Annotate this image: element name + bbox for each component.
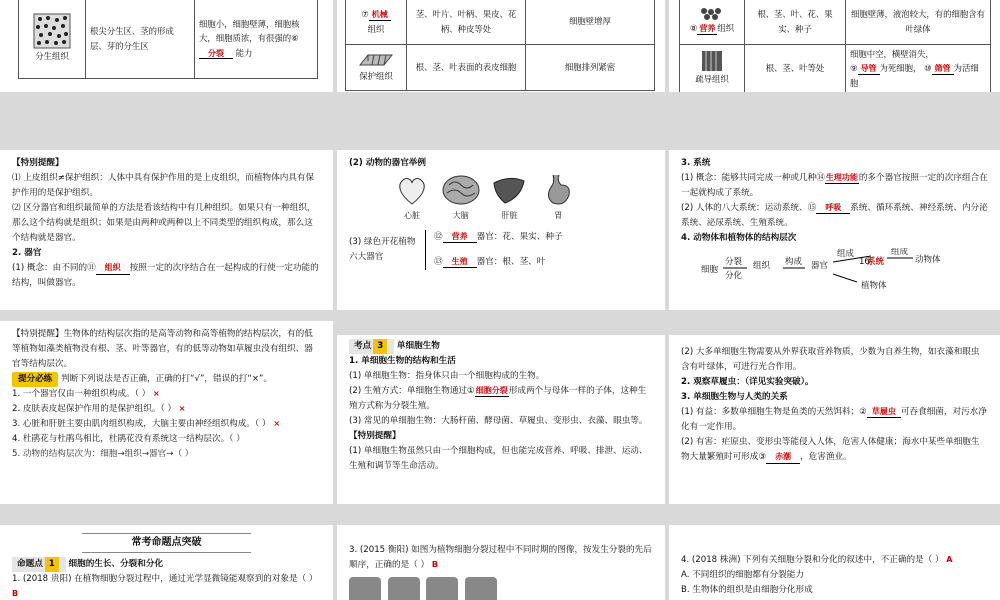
cell-image <box>349 577 381 600</box>
brain-icon <box>441 173 481 207</box>
meristem-cells-icon <box>33 13 71 49</box>
slide-6: 3. 系统 (1) 概念：能够共同完成一种或几种⑭生理功能的多个器官按照一定的次序组合在一起就构成了系统。 (2) 人体的八大系统：运动系统、⑮ 呼吸 系统、循环系统、神经系统、内分泌系统、泌尿系统、生殖系统。 4. 动物体和植物体的结构层次 细胞 分裂 分化 组织 构成 器官 组成 16 系统 组成 动物体 植物体 <box>669 150 1000 310</box>
flow-cell: 细胞 <box>701 265 719 276</box>
svg-text:分化: 分化 <box>725 271 743 282</box>
cell-image <box>426 577 458 600</box>
cell-division-images <box>349 577 653 600</box>
section-heading: 3. 系统 <box>681 158 711 168</box>
row1-feature: 细胞壁增厚 <box>526 0 655 45</box>
tissue-feature-tail: 能力 <box>235 47 253 58</box>
tissue-table-2: ⑦ 机械 组织 茎、叶片、叶柄、果皮、花柄、种皮等处 细胞壁增厚 保护组织 根、茎、叶表面的表皮细胞 细胞排列紧密 <box>345 0 655 91</box>
slide-7: 【特别提醒】生物体的结构层次指的是高等动物和高等植物的结构层次，有的低等植物如藻类植物没有根、茎、叶等器官，有的低等动物如草履虫没有组织、器官等结构层次。 提分必练 判断下列说法是否正确，正确的打“√”，错误的打“×”。 1. 一个器官仅由一种组织构成。（ ） × 2. 皮肤表皮起保护作用的是保护组织。（ ） × 3. 心脏和肝脏主要由肌肉组织构成，大脑主要由神经组织构成。（ ） × 4. 杜鹃花与杜鹃鸟相比，杜鹃花没有系统这一结构层次。（ ） 5. 动物的结构层次为：细胞→组织→器官→（ ） <box>0 321 333 504</box>
answer-14: 生理功能 <box>825 173 858 183</box>
answer-10: 筛管 <box>934 64 951 74</box>
slide-11: 3. (2015 衡阳) 如图为植物细胞分裂过程中不同时期的图像，按发生分裂的先后顺序，正确的是（ ） B <box>337 525 665 600</box>
tissue-name: 分生组织 <box>35 51 69 62</box>
row2-name: 保护组织 <box>359 71 393 82</box>
row1-location: 根、茎、叶、花、果实、种子 <box>745 0 846 45</box>
tissue-table-3: ⑧ 营养 组织 根、茎、叶、花、果实、种子 细胞壁薄，液泡较大，有的细胞含有叶绿体 疏导组织 根、茎、叶等处 细胞中空，横壁消失， ⑨ 导管 为死细胞， ⑩ 筛管 为活细胞 <box>679 0 991 92</box>
slide-8: 考点 3 单细胞生物 1. 单细胞生物的结构和生活 (1) 单细胞生物：指身体只由一个细胞构成的生物。 (2) 生殖方式：单细胞生物通过①细胞分裂形成两个与母体一样的子体，这种生殖方式称为分裂生殖。 (3) 常见的单细胞生物：大肠杆菌、酵母菌、草履虫、变形虫、衣藻、眼虫等。 【特别提醒】 (1) 单细胞生物虽然只由一个细胞构成，但也能完成营养、呼吸、排泄、运动、生殖和调节等生命活动。 <box>337 335 665 504</box>
slide-12: 4. (2018 株洲) 下列有关细胞分裂和分化的叙述中，不正确的是（ ） A A. 不同组织的细胞都有分裂能力 B. 生物体的组织是由细胞分化形成 <box>669 525 1000 600</box>
protective-tissue-icon <box>358 51 394 69</box>
section-heading-4: 4. 动物体和植物体的结构层次 <box>681 233 797 244</box>
list-item: 4. 杜鹃花与杜鹃鸟相比，杜鹃花没有系统这一结构层次。（ ） <box>12 434 245 445</box>
svg-text:组成: 组成 <box>837 249 855 260</box>
answer-11: 组织 <box>104 263 121 273</box>
slide-4: 【特别提醒】 ⑴ 上皮组织≠保护组织：人体中具有保护作用的是上皮组织，而植物体内具有保护作用的是保护组织。 ⑵ 区分器官和组织最简单的方法是看该结构中有几种组织。如果只有一种组织，那么这个结构就是组织；如果是由两种或两种以上不同类型的组织构成，那么这个结构就是器官。 2. 器官 (1) 概念：由不同的⑪ 组织 按照一定的次序结合在一起构成的行使一定功能的结构，叫做器官。 <box>0 150 333 310</box>
list-item: 1. 一个器官仅由一种组织构成。（ ） × <box>12 389 160 400</box>
row2-location: 根、茎、叶表面的表皮细胞 <box>407 45 526 91</box>
plant-organs: (3) 绿色开花植物六大器官 ⑫ 营养 器官：花、果实、种子 ⑬ 生殖 器官：根、茎、叶 <box>349 230 653 270</box>
tissue-table-1 <box>18 0 318 79</box>
flow-animal: 动物体 <box>915 255 941 266</box>
section-heading: 2. 器官 <box>12 248 42 259</box>
organ-examples: 心脏 大脑 肝脏 胃 <box>389 173 653 224</box>
svg-text:分裂: 分裂 <box>725 257 743 268</box>
flow-plant: 植物体 <box>861 281 887 292</box>
answer-8: 营养 <box>699 24 716 34</box>
tip-text: 【特别提醒】生物体的结构层次指的是高等动物和高等植物的结构层次，有的低等植物如藻类植物没有根、茎、叶等器官，有的低等动物如草履虫没有组织、器官等结构层次。 <box>12 329 313 370</box>
structure-hierarchy-diagram <box>681 248 981 292</box>
svg-text:16: 16 <box>859 257 870 268</box>
topic-badge: 命题点 1 <box>12 557 66 572</box>
answer-7: 机械 <box>371 10 388 20</box>
slide-10: 常考命题点突破 命题点 1 细胞的生长、分裂和分化 1. (2018 贵阳) 在植物细胞分裂过程中，通过光学显微镜能观察到的对象是（ ） B <box>0 525 333 600</box>
stomach-icon <box>543 173 573 207</box>
topic-badge: 考点 3 <box>349 339 394 354</box>
section-heading: (2) 动物的器官举例 <box>349 158 426 168</box>
nutrient-tissue-icon <box>700 7 724 21</box>
flow-tissue: 组织 <box>753 261 771 272</box>
answer-9: 导管 <box>860 64 877 74</box>
tip-p2: ⑵ 区分器官和组织最简单的方法是看该结构中有几种组织。如果只有一种组织，那么这个结构就是组织；如果是由两种或两种以上不同类型的组织构成，那么这个结构就是器官。 <box>12 203 316 244</box>
liver-icon <box>491 173 527 207</box>
row2-name: 疏导组织 <box>695 74 729 85</box>
answer-2: 草履虫 <box>871 407 896 417</box>
row2-location: 根、茎、叶等处 <box>745 45 846 93</box>
answer-16: 系统 <box>867 257 885 268</box>
answer-13: 生殖 <box>451 257 468 267</box>
answer-3: 赤潮 <box>775 452 792 462</box>
tissue-location: 根尖分生区、茎的形成层、芽的分生区 <box>86 0 195 79</box>
list-item: 5. 动物的结构层次为：细胞→组织→器官→（ ） <box>12 449 194 460</box>
answer-q1: B <box>12 588 19 598</box>
tip-title: 【特别提醒】 <box>12 158 64 168</box>
cell-image <box>388 577 420 600</box>
list-item: 2. 皮肤表皮起保护作用的是保护组织。（ ） × <box>12 404 186 415</box>
answer-15: 呼吸 <box>825 203 842 213</box>
section-banner: 常考命题点突破 <box>82 533 251 553</box>
answer-q4: A <box>946 555 953 564</box>
conducting-tissue-icon <box>701 50 723 72</box>
svg-text:组成: 组成 <box>891 248 909 258</box>
row1-location: 茎、叶片、叶柄、果皮、花柄、种皮等处 <box>407 0 526 45</box>
row1-name: 组织 <box>367 23 385 34</box>
slide-5 <box>337 150 665 310</box>
slide-9: (2) 大多单细胞生物需要从外界获取营养物质，少数为自养生物，如衣藻和眼虫含有叶绿体，可进行光合作用。 2. 观察草履虫：（详见实验突破）。 3. 单细胞生物与人类的关系 (1) 有益：多数单细胞生物是鱼类的天然饵料；② 草履虫 可吞食细菌，对污水净化有一定作用。 (2) 有害：疟原虫、变形虫等能侵入人体，危害人体健康；海水中某些单细胞生物大量繁殖时可形成③ 赤潮 ，危害渔业。 <box>669 335 1000 504</box>
topic-title: 单细胞生物 <box>396 341 440 351</box>
answer-12: 营养 <box>451 232 468 242</box>
tip-p1: ⑴ 上皮组织≠保护组织：人体中具有保护作用的是上皮组织，而植物体内具有保护作用的是保护组织。 <box>12 173 315 199</box>
heart-icon <box>395 173 429 207</box>
cell-image <box>465 577 497 600</box>
svg-text:构成: 构成 <box>785 257 803 268</box>
row2-feature: 细胞排列紧密 <box>526 45 655 91</box>
list-item: 3. 心脏和肝脏主要由肌肉组织构成，大脑主要由神经组织构成。（ ） × <box>12 419 281 430</box>
practice-badge: 提分必练 <box>12 372 58 387</box>
tissue-feature: 细胞小，细胞壁薄，细胞核大，细胞质浓，有很强的⑥ <box>199 19 300 44</box>
slide-2 <box>337 0 665 92</box>
answer-1: 细胞分裂 <box>475 386 508 396</box>
row1-feature: 细胞壁薄，液泡较大，有的细胞含有叶绿体 <box>846 0 991 45</box>
flow-organ: 器官 <box>811 261 829 272</box>
answer-q3: B <box>431 560 438 570</box>
slide-3 <box>669 0 1000 92</box>
answer-6: 分裂 <box>208 48 224 58</box>
question-list <box>12 387 321 462</box>
slide-1 <box>0 0 333 92</box>
